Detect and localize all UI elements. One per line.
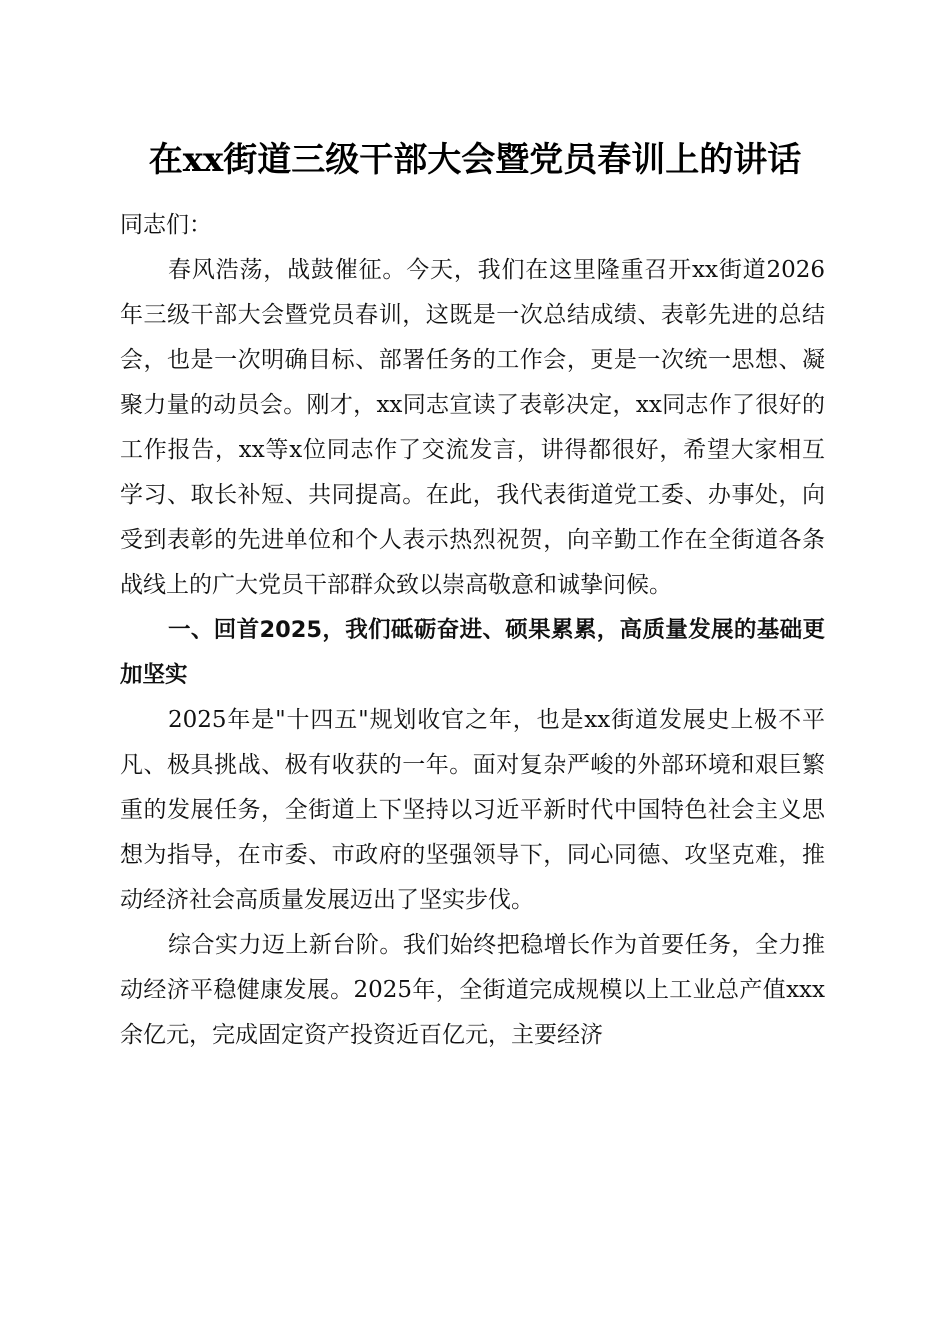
section-paragraph: 综合实力迈上新台阶。我们始终把稳增长作为首要任务，全力推动经济平稳健康发展。2025年，全街道完成规模以上工业总产值xxx余亿元，完成固定资产投资近百亿元，主要经济 bbox=[120, 932, 825, 1048]
opening-paragraph: 春风浩荡，战鼓催征。今天，我们在这里隆重召开xx街道2026年三级干部大会暨党员春训，这既是一次总结成绩、表彰先进的总结会，也是一次明确目标、部署任务的工作会，更是一次统一思想、凝聚力量的动员会。刚才，xx同志宣读了表彰决定，xx同志作了很好的工作报告，xx等x位同志作了交流发言，讲得都很好，希望大家相互学习、取长补短、共同提高。在此，我代表街道党工委、办事处，向受到表彰的先进单位和个人表示热烈祝贺，向辛勤工作在全街道各条战线上的广大党员干部群众致以崇高敬意和诚挚问候。 bbox=[120, 257, 825, 598]
section-heading: 一、回首2025，我们砥砺奋进、硕果累累，高质量发展的基础更加坚实 bbox=[120, 617, 825, 688]
document-body bbox=[120, 203, 825, 1058]
section-paragraph: 2025年是"十四五"规划收官之年，也是xx街道发展史上极不平凡、极具挑战、极有收获的一年。面对复杂严峻的外部环境和艰巨繁重的发展任务，全街道上下坚持以习近平新时代中国特色社会主义思想为指导，在市委、市政府的坚强领导下，同心同德、攻坚克难，推动经济社会高质量发展迈出了坚实步伐。 bbox=[120, 707, 825, 913]
greeting-line: 同志们： bbox=[120, 212, 212, 238]
document-title: 在xx街道三级干部大会暨党员春训上的讲话 bbox=[148, 140, 802, 180]
